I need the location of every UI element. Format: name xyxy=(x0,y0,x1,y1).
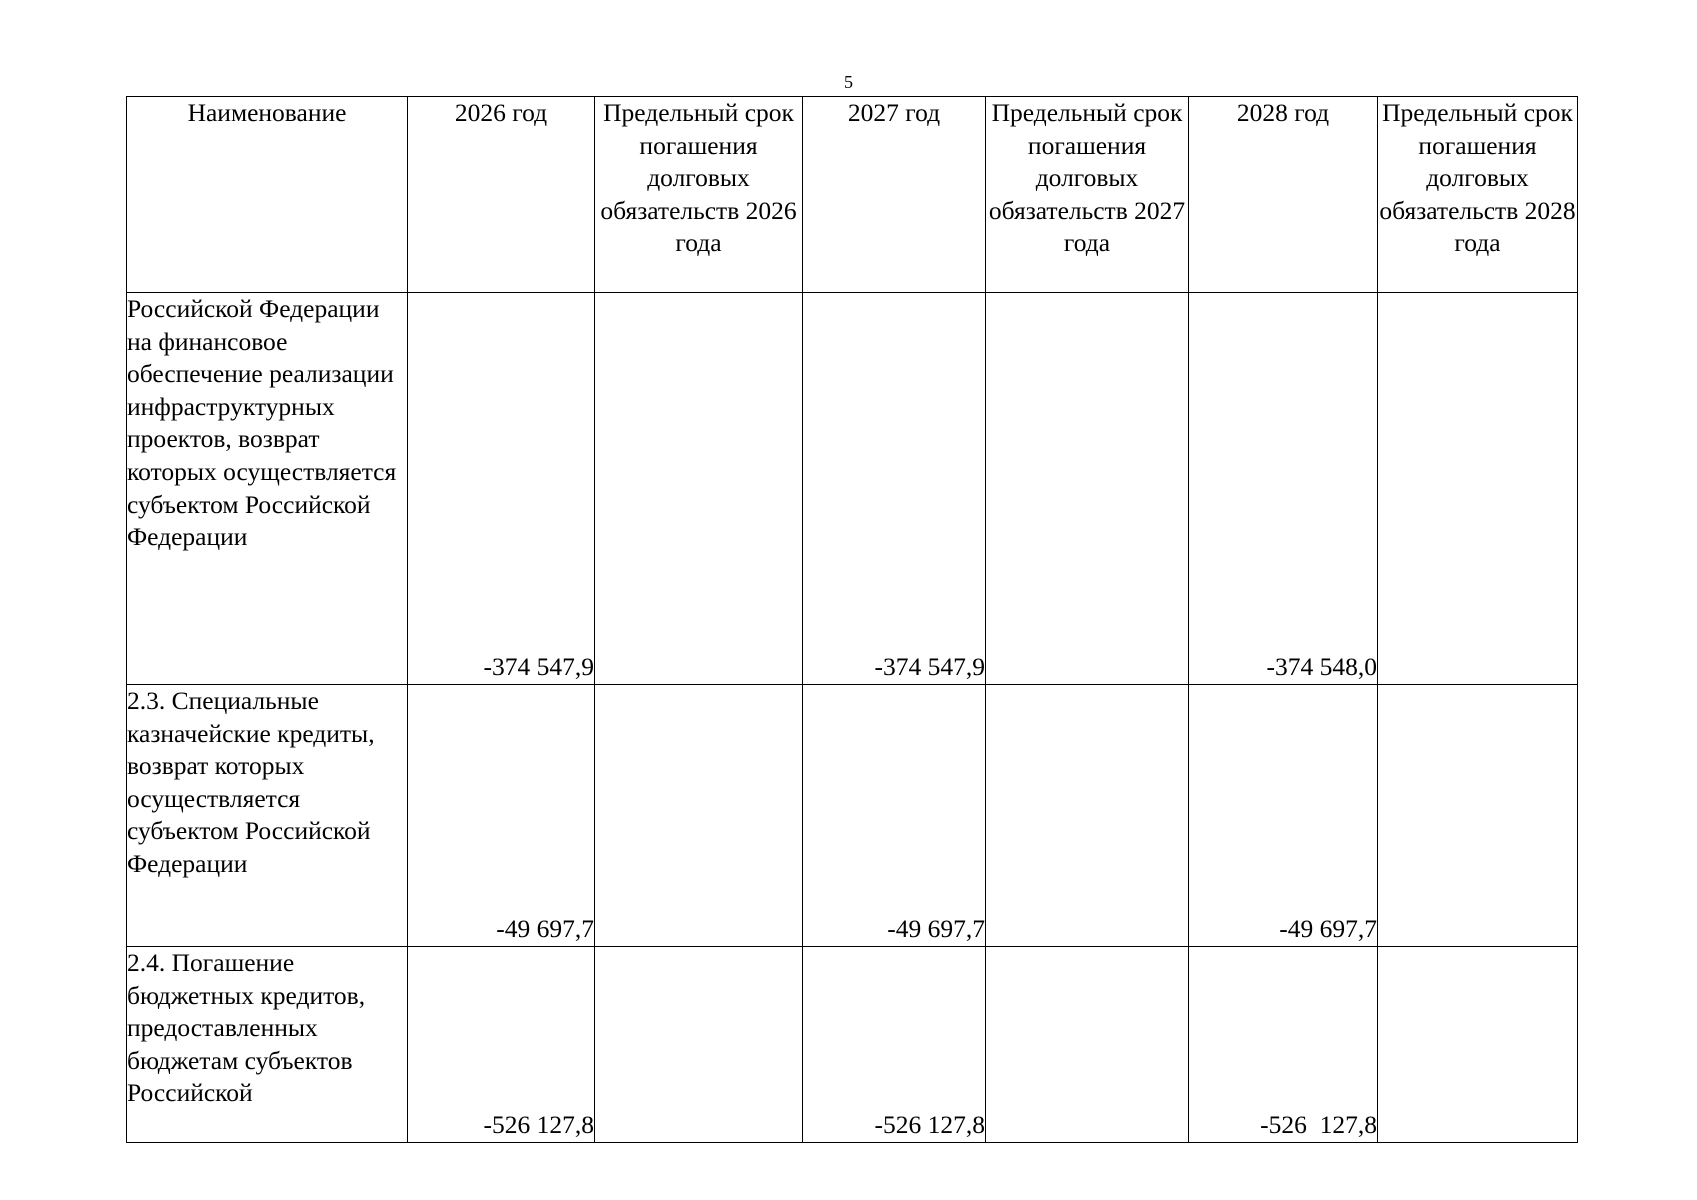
header-term-2026: Предельный срок погашения долговых обязательств 2026 года xyxy=(595,97,803,293)
row-name: Российской Федерации на финансовое обеспечение реализации инфраструктурных проектов, возврат которых осуществляется субъектом Российской Федерации xyxy=(127,293,408,685)
budget-table xyxy=(126,96,1578,1143)
row-name: 2.4. Погашение бюджетных кредитов, предоставленных бюджетам субъектов Российской xyxy=(127,947,408,1143)
value-2028: -526 127,8 xyxy=(1189,947,1378,1143)
header-2026: 2026 год xyxy=(408,97,595,293)
value-2027: -374 547,9 xyxy=(803,293,986,685)
table-row xyxy=(127,947,1578,1143)
value-2026: -374 547,9 xyxy=(408,293,595,685)
page-number: 5 xyxy=(844,72,853,92)
value-2026: -526 127,8 xyxy=(408,947,595,1143)
table-header-row xyxy=(127,97,1578,293)
value-2027: -526 127,8 xyxy=(803,947,986,1143)
header-term-2028: Предельный срок погашения долговых обязательств 2028 года xyxy=(1378,97,1578,293)
header-name: Наименование xyxy=(127,97,408,293)
term-2026 xyxy=(595,293,803,685)
term-2027 xyxy=(986,685,1189,947)
header-term-2027: Предельный срок погашения долговых обязательств 2027 года xyxy=(986,97,1189,293)
value-2026: -49 697,7 xyxy=(408,685,595,947)
header-2028: 2028 год xyxy=(1189,97,1378,293)
value-2028: -374 548,0 xyxy=(1189,293,1378,685)
table-row xyxy=(127,685,1578,947)
term-2026 xyxy=(595,685,803,947)
term-2027 xyxy=(986,293,1189,685)
row-name: 2.3. Специальные казначейские кредиты, возврат которых осуществляется субъектом Российской Федерации xyxy=(127,685,408,947)
header-2027: 2027 год xyxy=(803,97,986,293)
value-2027: -49 697,7 xyxy=(803,685,986,947)
term-2028 xyxy=(1378,685,1578,947)
table-row xyxy=(127,293,1578,685)
term-2028 xyxy=(1378,947,1578,1143)
term-2026 xyxy=(595,947,803,1143)
term-2027 xyxy=(986,947,1189,1143)
term-2028 xyxy=(1378,293,1578,685)
value-2028: -49 697,7 xyxy=(1189,685,1378,947)
